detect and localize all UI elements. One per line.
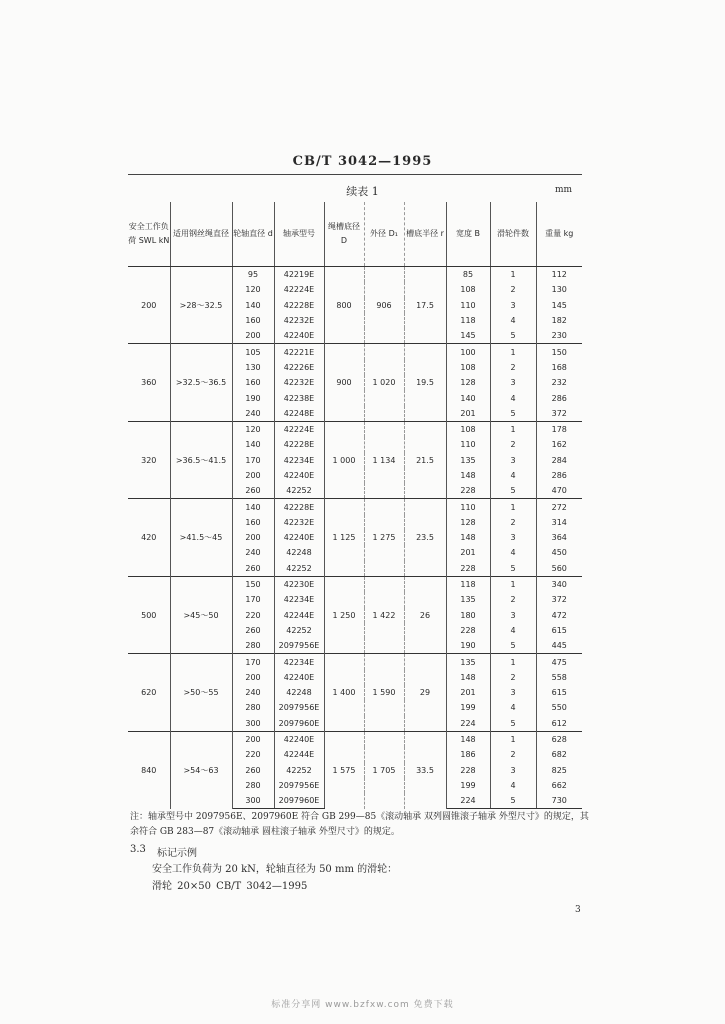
table-body bbox=[128, 267, 582, 809]
width-cell: 224 bbox=[446, 793, 490, 809]
groove-bottom-diameter-cell: 900 bbox=[324, 344, 364, 421]
bearing-model-cell: 42240E bbox=[274, 670, 324, 685]
groove-radius-cell: 33.5 bbox=[404, 731, 446, 808]
outer-diameter-cell: 1 705 bbox=[364, 731, 404, 808]
table-row bbox=[128, 499, 582, 515]
bearing-model-cell: 42232E bbox=[274, 515, 324, 530]
sheave-count-cell: 2 bbox=[490, 282, 536, 297]
axle-diameter-cell: 120 bbox=[232, 421, 274, 437]
axle-diameter-cell: 200 bbox=[232, 328, 274, 344]
width-cell: 108 bbox=[446, 421, 490, 437]
sheave-count-cell: 1 bbox=[490, 731, 536, 747]
axle-diameter-cell: 140 bbox=[232, 499, 274, 515]
table-row bbox=[128, 344, 582, 360]
width-cell: 228 bbox=[446, 763, 490, 778]
bearing-model-cell: 2097956E bbox=[274, 638, 324, 654]
swl-cell: 320 bbox=[128, 421, 170, 498]
sheave-count-cell: 3 bbox=[490, 608, 536, 623]
groove-bottom-diameter-cell: 800 bbox=[324, 267, 364, 344]
bearing-model-cell: 42252 bbox=[274, 763, 324, 778]
rope-diameter-cell: >50～55 bbox=[170, 654, 232, 731]
weight-cell: 372 bbox=[551, 408, 567, 418]
bearing-model-cell: 42252 bbox=[274, 561, 324, 577]
axle-diameter-cell: 95 bbox=[232, 267, 274, 283]
bearing-model-cell: 42240E bbox=[274, 468, 324, 483]
weight-cell: 628 bbox=[536, 731, 582, 747]
bearing-model-cell: 42248 bbox=[274, 685, 324, 700]
rope-diameter-cell: >45～50 bbox=[170, 576, 232, 653]
section-number: 3.3 bbox=[130, 844, 146, 855]
sheave-count-cell: 2 bbox=[490, 670, 536, 685]
axle-diameter-cell: 260 bbox=[232, 623, 274, 638]
axle-diameter-cell: 280 bbox=[232, 700, 274, 715]
weight-cell: 558 bbox=[551, 672, 567, 682]
width-cell: 148 bbox=[446, 731, 490, 747]
weight-cell: 472 bbox=[551, 610, 567, 620]
weight-cell: 450 bbox=[551, 548, 567, 558]
sheave-count-cell: 4 bbox=[490, 778, 536, 793]
swl-cell: 620 bbox=[128, 654, 170, 731]
table-header-row bbox=[128, 202, 582, 267]
width-cell: 118 bbox=[446, 576, 490, 592]
weight-cell: 178 bbox=[536, 421, 582, 437]
axle-diameter-cell: 260 bbox=[232, 561, 274, 577]
outer-diameter-cell: 1 020 bbox=[364, 344, 404, 421]
weight-cell: 162 bbox=[551, 440, 567, 450]
weight-cell: 145 bbox=[551, 300, 567, 310]
column-header: 槽底半径 r bbox=[404, 202, 446, 267]
section-title: 标记示例 bbox=[157, 848, 197, 859]
axle-diameter-cell: 170 bbox=[232, 453, 274, 468]
groove-bottom-diameter-cell: 1 000 bbox=[324, 421, 364, 498]
sheave-count-cell: 5 bbox=[490, 716, 536, 732]
weight-cell: 825 bbox=[551, 765, 567, 775]
weight-cell: 168 bbox=[551, 362, 567, 372]
groove-bottom-diameter-cell: 1 125 bbox=[324, 499, 364, 576]
weight-cell: 372 bbox=[551, 595, 567, 605]
outer-diameter-cell: 1 422 bbox=[364, 576, 404, 653]
outer-diameter-cell: 1 134 bbox=[364, 421, 404, 498]
axle-diameter-cell: 160 bbox=[232, 313, 274, 328]
sheave-count-cell: 2 bbox=[490, 592, 536, 607]
sheave-count-cell: 1 bbox=[490, 576, 536, 592]
axle-diameter-cell: 220 bbox=[232, 608, 274, 623]
outer-diameter-cell: 1 590 bbox=[364, 654, 404, 731]
sheave-count-cell: 2 bbox=[490, 747, 536, 762]
outer-diameter-cell: 1 275 bbox=[364, 499, 404, 576]
weight-cell: 272 bbox=[536, 499, 582, 515]
table-caption: 续表 1 bbox=[346, 185, 379, 198]
axle-diameter-cell: 200 bbox=[232, 670, 274, 685]
axle-diameter-cell: 160 bbox=[232, 375, 274, 390]
sheave-count-cell: 2 bbox=[490, 360, 536, 375]
groove-radius-cell: 23.5 bbox=[404, 499, 446, 576]
sheave-count-cell: 3 bbox=[490, 530, 536, 545]
swl-cell: 500 bbox=[128, 576, 170, 653]
width-cell: 148 bbox=[446, 530, 490, 545]
column-header: 适用钢丝绳直径 bbox=[170, 202, 232, 267]
bearing-model-cell: 42248E bbox=[274, 406, 324, 422]
axle-diameter-cell: 150 bbox=[232, 576, 274, 592]
width-cell: 228 bbox=[446, 483, 490, 499]
standard-header: CB/T 3042—1995 bbox=[292, 154, 433, 169]
sheave-count-cell: 1 bbox=[490, 499, 536, 515]
column-header: 重量 kg bbox=[536, 202, 582, 267]
width-cell: 201 bbox=[446, 545, 490, 560]
weight-cell: 730 bbox=[536, 793, 582, 809]
width-cell: 100 bbox=[446, 344, 490, 360]
weight-cell: 445 bbox=[551, 641, 567, 651]
weight-cell: 475 bbox=[536, 654, 582, 670]
sheave-count-cell: 3 bbox=[490, 763, 536, 778]
axle-diameter-cell: 260 bbox=[232, 763, 274, 778]
sheave-count-cell: 5 bbox=[490, 406, 536, 422]
weight-cell: 182 bbox=[551, 316, 567, 326]
axle-diameter-cell: 130 bbox=[232, 360, 274, 375]
sheave-count-cell: 3 bbox=[490, 685, 536, 700]
width-cell: 148 bbox=[446, 670, 490, 685]
weight-cell: 230 bbox=[551, 331, 567, 341]
sheave-count-cell: 4 bbox=[490, 313, 536, 328]
sheave-count-cell: 4 bbox=[490, 468, 536, 483]
sheave-count-cell: 5 bbox=[490, 483, 536, 499]
width-cell: 148 bbox=[446, 468, 490, 483]
weight-cell: 286 bbox=[551, 471, 567, 480]
axle-diameter-cell: 140 bbox=[232, 437, 274, 452]
sheave-count-cell: 1 bbox=[490, 344, 536, 360]
axle-diameter-cell: 280 bbox=[232, 638, 274, 654]
weight-cell: 284 bbox=[551, 455, 567, 465]
width-cell: 145 bbox=[446, 328, 490, 344]
weight-cell: 612 bbox=[551, 718, 567, 728]
rope-diameter-cell: >32.5～36.5 bbox=[170, 344, 232, 421]
weight-cell: 232 bbox=[551, 378, 567, 388]
sheave-count-cell: 3 bbox=[490, 375, 536, 390]
weight-cell: 364 bbox=[551, 533, 567, 543]
bearing-model-cell: 42228E bbox=[274, 499, 324, 515]
width-cell: 135 bbox=[446, 654, 490, 670]
unit-label: mm bbox=[555, 185, 573, 195]
width-cell: 190 bbox=[446, 638, 490, 654]
width-cell: 85 bbox=[446, 267, 490, 283]
width-cell: 110 bbox=[446, 499, 490, 515]
weight-cell: 130 bbox=[551, 285, 567, 295]
weight-cell: 615 bbox=[551, 688, 567, 698]
table-row bbox=[128, 267, 582, 283]
width-cell: 135 bbox=[446, 453, 490, 468]
sheave-count-cell: 2 bbox=[490, 515, 536, 530]
bearing-model-cell: 42240E bbox=[274, 731, 324, 747]
bearing-model-cell: 42240E bbox=[274, 530, 324, 545]
page-number: 3 bbox=[575, 905, 581, 915]
groove-bottom-diameter-cell: 1 250 bbox=[324, 576, 364, 653]
width-cell: 201 bbox=[446, 685, 490, 700]
bearing-model-cell: 42228E bbox=[274, 298, 324, 313]
axle-diameter-cell: 300 bbox=[232, 793, 274, 809]
sheave-count-cell: 4 bbox=[490, 545, 536, 560]
bearing-model-cell: 42252 bbox=[274, 483, 324, 499]
axle-diameter-cell: 170 bbox=[232, 654, 274, 670]
axle-diameter-cell: 200 bbox=[232, 530, 274, 545]
width-cell: 228 bbox=[446, 561, 490, 577]
width-cell: 140 bbox=[446, 390, 490, 405]
swl-cell: 840 bbox=[128, 731, 170, 808]
axle-diameter-cell: 190 bbox=[232, 390, 274, 405]
sheave-count-cell: 3 bbox=[490, 453, 536, 468]
weight-cell: 662 bbox=[551, 780, 567, 790]
outer-diameter-cell: 906 bbox=[364, 267, 404, 344]
column-header: 安全工作负荷 SWL kN bbox=[128, 202, 170, 267]
groove-radius-cell: 19.5 bbox=[404, 344, 446, 421]
marking-example: 滑轮 20×50 CB/T 3042—1995 bbox=[152, 881, 308, 892]
groove-radius-cell: 26 bbox=[404, 576, 446, 653]
sheave-count-cell: 3 bbox=[490, 298, 536, 313]
groove-radius-cell: 17.5 bbox=[404, 267, 446, 344]
groove-bottom-diameter-cell: 1 575 bbox=[324, 731, 364, 808]
sheave-count-cell: 4 bbox=[490, 390, 536, 405]
bearing-table bbox=[128, 202, 582, 809]
bearing-model-cell: 42232E bbox=[274, 375, 324, 390]
bearing-model-cell: 42230E bbox=[274, 576, 324, 592]
bearing-model-cell: 42234E bbox=[274, 592, 324, 607]
weight-cell: 150 bbox=[536, 344, 582, 360]
bearing-model-cell: 2097956E bbox=[274, 778, 324, 793]
rope-diameter-cell: >28～32.5 bbox=[170, 267, 232, 344]
bearing-model-cell: 42252 bbox=[274, 623, 324, 638]
weight-cell: 286 bbox=[551, 393, 567, 403]
swl-cell: 200 bbox=[128, 267, 170, 344]
weight-cell: 112 bbox=[536, 267, 582, 283]
axle-diameter-cell: 105 bbox=[232, 344, 274, 360]
width-cell: 199 bbox=[446, 778, 490, 793]
sheave-count-cell: 5 bbox=[490, 561, 536, 577]
rope-diameter-cell: >54～63 bbox=[170, 731, 232, 808]
axle-diameter-cell: 220 bbox=[232, 747, 274, 762]
groove-bottom-diameter-cell: 1 400 bbox=[324, 654, 364, 731]
width-cell: 186 bbox=[446, 747, 490, 762]
bearing-model-cell: 42234E bbox=[274, 654, 324, 670]
axle-diameter-cell: 240 bbox=[232, 685, 274, 700]
groove-radius-cell: 21.5 bbox=[404, 421, 446, 498]
axle-diameter-cell: 140 bbox=[232, 298, 274, 313]
bearing-model-cell: 42219E bbox=[274, 267, 324, 283]
axle-diameter-cell: 240 bbox=[232, 406, 274, 422]
bearing-model-cell: 42224E bbox=[274, 421, 324, 437]
bearing-model-cell: 42234E bbox=[274, 453, 324, 468]
groove-radius-cell: 29 bbox=[404, 654, 446, 731]
column-header: 轮轴直径 d bbox=[232, 202, 274, 267]
sheave-count-cell: 5 bbox=[490, 638, 536, 654]
bearing-model-cell: 2097960E bbox=[274, 716, 324, 732]
width-cell: 224 bbox=[446, 716, 490, 732]
axle-diameter-cell: 260 bbox=[232, 483, 274, 499]
bearing-model-cell: 2097960E bbox=[274, 793, 324, 809]
axle-diameter-cell: 160 bbox=[232, 515, 274, 530]
swl-cell: 360 bbox=[128, 344, 170, 421]
table-row bbox=[128, 731, 582, 747]
sheave-count-cell: 5 bbox=[490, 328, 536, 344]
width-cell: 128 bbox=[446, 375, 490, 390]
sheave-count-cell: 1 bbox=[490, 654, 536, 670]
table-row bbox=[128, 576, 582, 592]
bearing-model-cell: 42228E bbox=[274, 437, 324, 452]
sheave-count-cell: 4 bbox=[490, 700, 536, 715]
swl-cell: 420 bbox=[128, 499, 170, 576]
column-header: 绳槽底径 D bbox=[324, 202, 364, 267]
weight-cell: 615 bbox=[551, 625, 567, 635]
axle-diameter-cell: 240 bbox=[232, 545, 274, 560]
rope-diameter-cell: >36.5～41.5 bbox=[170, 421, 232, 498]
weight-cell: 470 bbox=[551, 486, 567, 496]
sheave-count-cell: 2 bbox=[490, 437, 536, 452]
column-header: 滑轮件数 bbox=[490, 202, 536, 267]
width-cell: 118 bbox=[446, 313, 490, 328]
bearing-model-cell: 42224E bbox=[274, 282, 324, 297]
bearing-model-cell: 42226E bbox=[274, 360, 324, 375]
header-rule bbox=[128, 174, 582, 175]
sheave-count-cell: 4 bbox=[490, 623, 536, 638]
width-cell: 108 bbox=[446, 360, 490, 375]
table-row bbox=[128, 421, 582, 437]
column-header: 轴承型号 bbox=[274, 202, 324, 267]
bearing-model-cell: 42244E bbox=[274, 608, 324, 623]
width-cell: 201 bbox=[446, 406, 490, 422]
bearing-model-cell: 42248 bbox=[274, 545, 324, 560]
axle-diameter-cell: 170 bbox=[232, 592, 274, 607]
bearing-model-cell: 42240E bbox=[274, 328, 324, 344]
width-cell: 110 bbox=[446, 298, 490, 313]
section-text: 安全工作负荷为 20 kN，轮轴直径为 50 mm 的滑轮： bbox=[152, 864, 398, 875]
weight-cell: 314 bbox=[551, 517, 567, 527]
bearing-model-cell: 2097956E bbox=[274, 700, 324, 715]
width-cell: 199 bbox=[446, 700, 490, 715]
table-note: 注：轴承型号中 2097956E、2097960E 符合 GB 299—85《滚动轴承 双列圆锥滚子轴承 外型尺寸》的规定，其余符合 GB 283—87《滚动轴承 圆柱滚子轴承 外型尺寸》的规定。 bbox=[130, 812, 589, 837]
axle-diameter-cell: 280 bbox=[232, 778, 274, 793]
width-cell: 108 bbox=[446, 282, 490, 297]
width-cell: 180 bbox=[446, 608, 490, 623]
rope-diameter-cell: >41.5～45 bbox=[170, 499, 232, 576]
axle-diameter-cell: 300 bbox=[232, 716, 274, 732]
weight-cell: 550 bbox=[551, 703, 567, 713]
sheave-count-cell: 5 bbox=[490, 793, 536, 809]
axle-diameter-cell: 200 bbox=[232, 731, 274, 747]
axle-diameter-cell: 200 bbox=[232, 468, 274, 483]
weight-cell: 340 bbox=[536, 576, 582, 592]
column-header: 外径 D₁ bbox=[364, 202, 404, 267]
column-header: 宽度 B bbox=[446, 202, 490, 267]
width-cell: 128 bbox=[446, 515, 490, 530]
sheave-count-cell: 1 bbox=[490, 267, 536, 283]
bearing-model-cell: 42221E bbox=[274, 344, 324, 360]
bearing-model-cell: 42232E bbox=[274, 313, 324, 328]
sheave-count-cell: 1 bbox=[490, 421, 536, 437]
footer-watermark: 标准分享网 www.bzfxw.com 免费下载 bbox=[271, 1000, 454, 1010]
width-cell: 135 bbox=[446, 592, 490, 607]
table-row bbox=[128, 654, 582, 670]
weight-cell: 560 bbox=[551, 563, 567, 573]
bearing-model-cell: 42238E bbox=[274, 390, 324, 405]
width-cell: 110 bbox=[446, 437, 490, 452]
bearing-model-cell: 42244E bbox=[274, 747, 324, 762]
width-cell: 228 bbox=[446, 623, 490, 638]
weight-cell: 682 bbox=[551, 750, 567, 760]
axle-diameter-cell: 120 bbox=[232, 282, 274, 297]
